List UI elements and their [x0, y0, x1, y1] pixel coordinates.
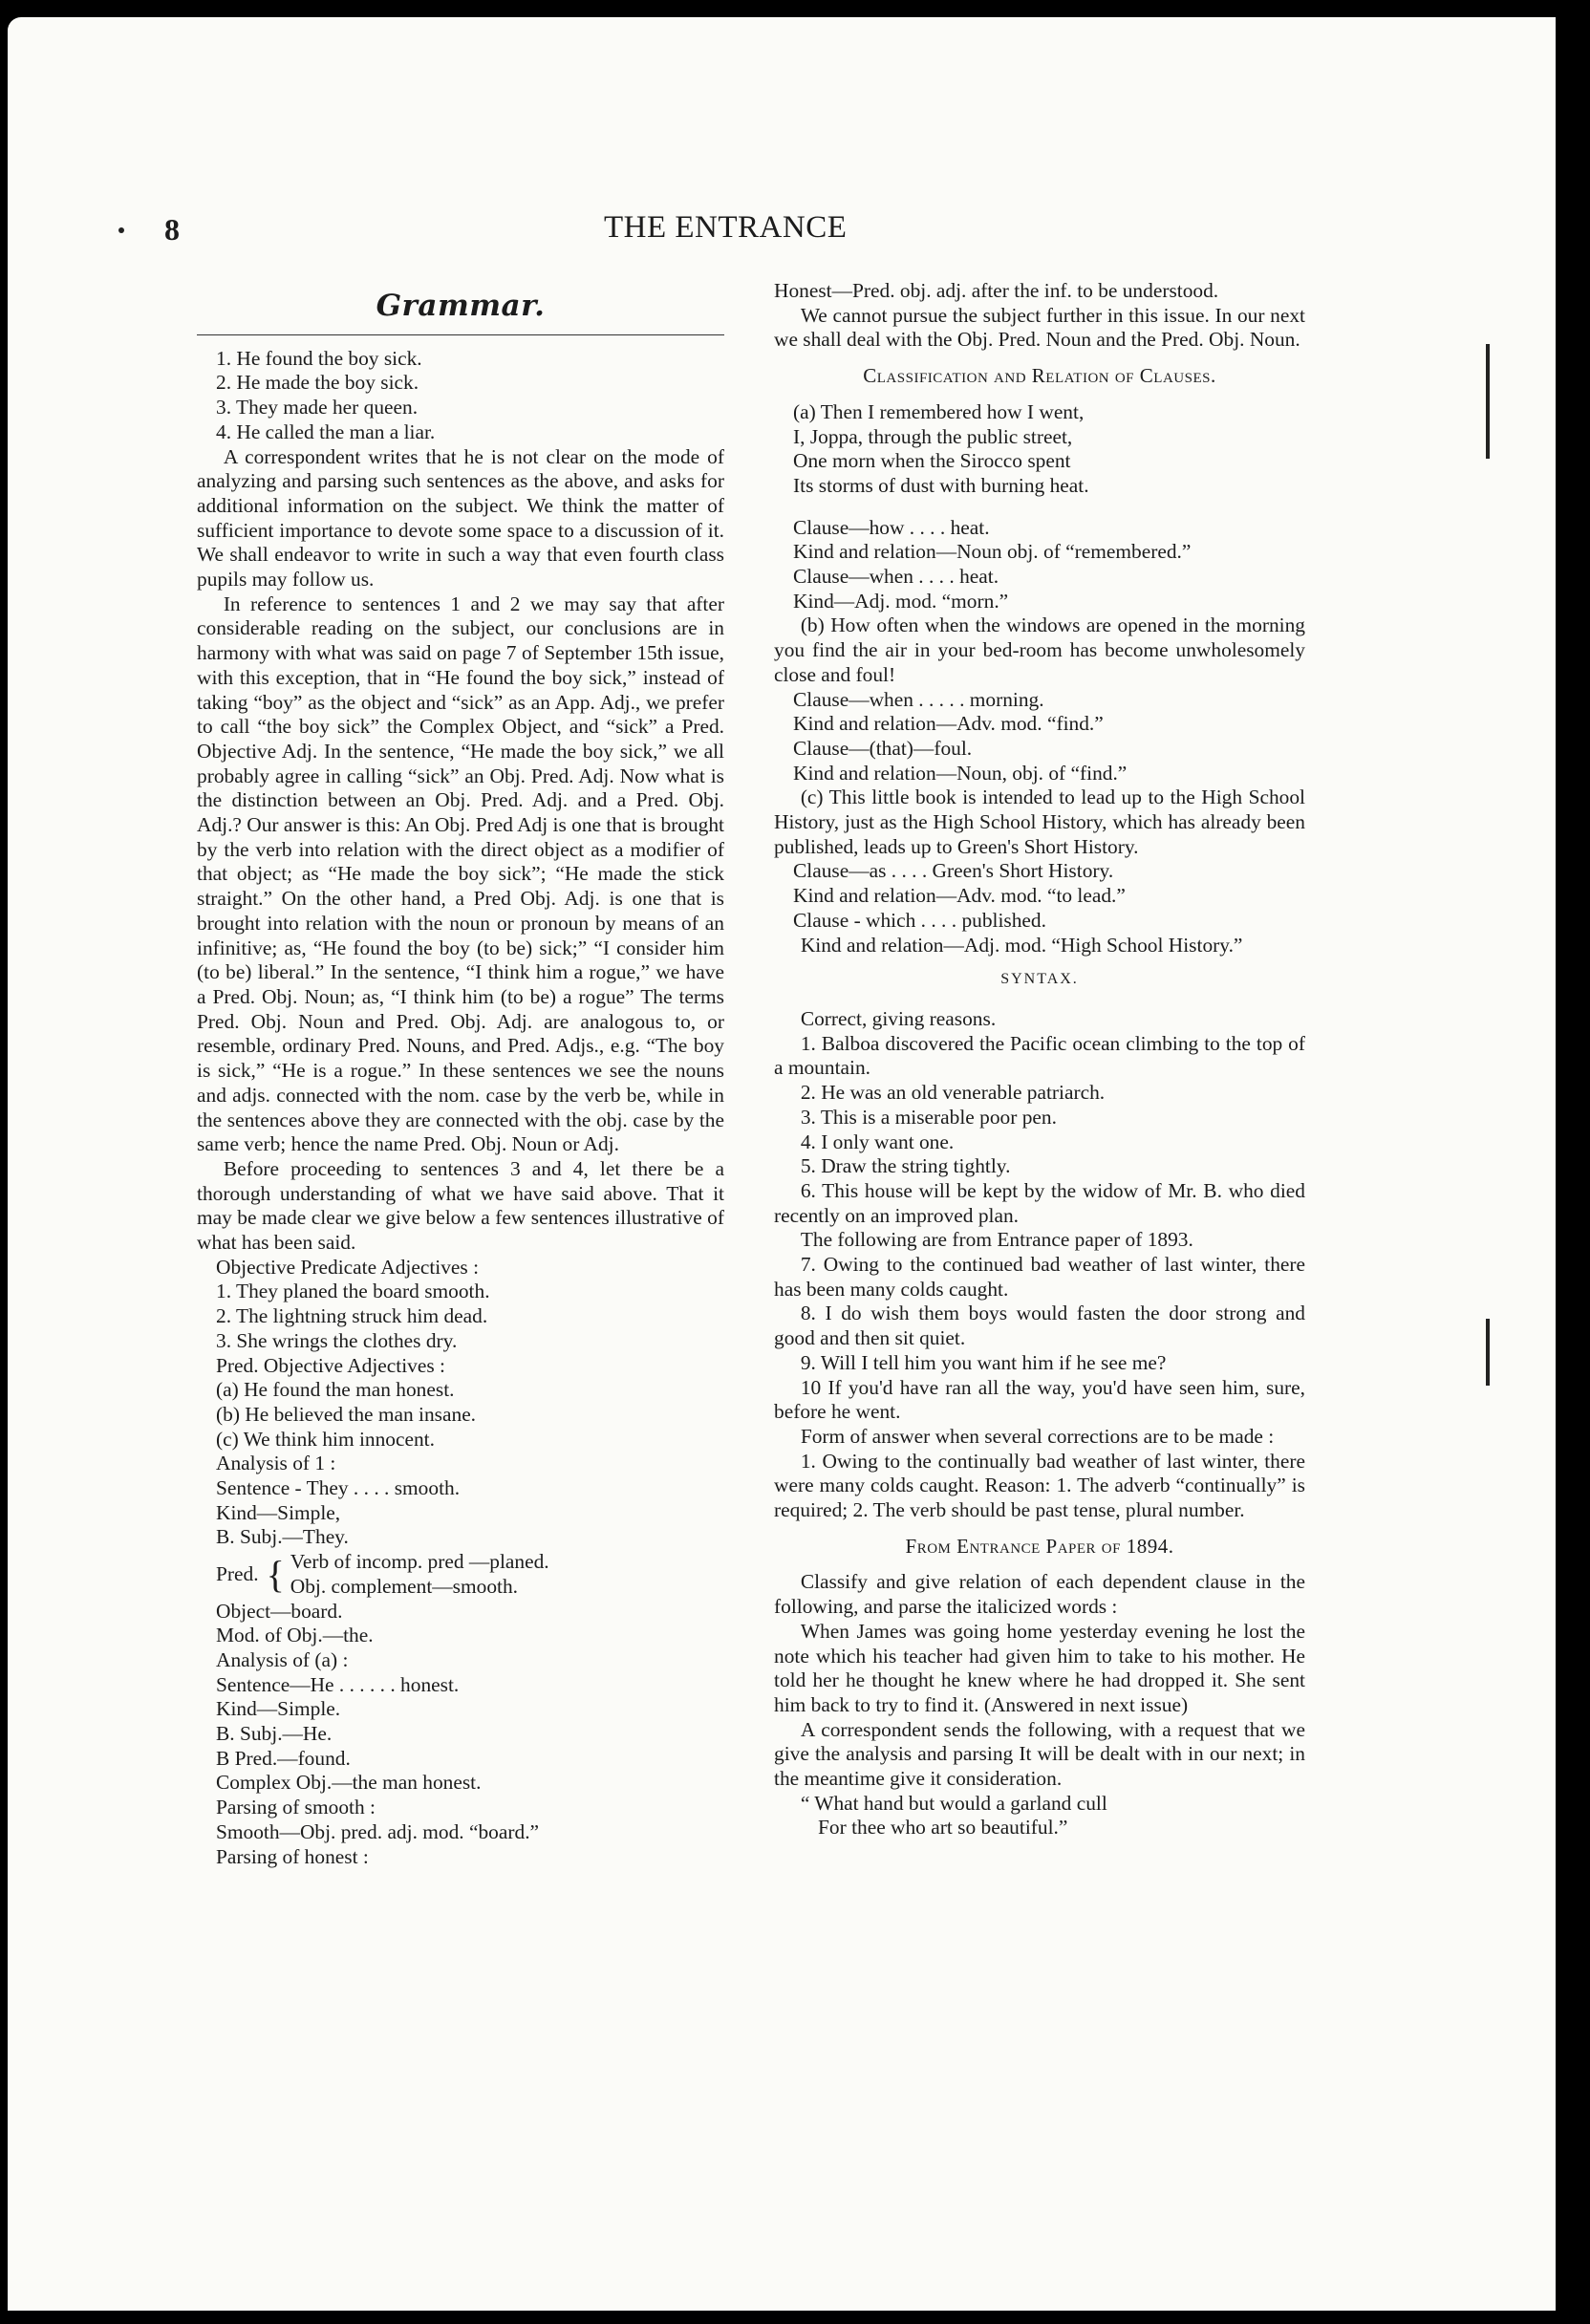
analysis-line: Complex Obj.—the man honest.	[216, 1771, 482, 1795]
edge-mark	[1486, 1319, 1490, 1386]
paragraph: Before proceeding to sentences 3 and 4, let there be a thorough understanding of what we have said above. That it may be made clear we give below a few sentences illustrative of what has been said.	[197, 1156, 724, 1255]
list-item: (b) He believed the man insane.	[216, 1402, 477, 1426]
example-line: 4. He called the man a liar.	[216, 420, 436, 443]
example-line: 3. They made her queen.	[216, 396, 419, 420]
subsection-heading: From Entrance Paper of 1894.	[905, 1534, 1174, 1558]
list-item: 1. They planed the board smooth.	[216, 1280, 490, 1303]
analysis-line: Kind—Simple,	[216, 1500, 341, 1524]
example-line: 2. He made the boy sick.	[216, 371, 419, 395]
syntax-item: 1. Balboa discovered the Pacific ocean climbing to the top of a mountain.	[774, 1031, 1305, 1080]
paragraph: (b) How often when the windows are opened in the morning you find the air in your bed-room has become unwholesomely close and foul!	[774, 613, 1305, 686]
syntax-item: 3. This is a miserable poor pen.	[800, 1105, 1057, 1129]
clause-line: Kind and relation—Noun, obj. of “find.”	[793, 761, 1128, 785]
clause-line: Clause—(that)—foul.	[793, 736, 973, 760]
list-item: (c) We think him innocent.	[216, 1427, 435, 1451]
syntax-item: 6. This house will be kept by the widow of Mr. B. who died recently on an improved plan.	[774, 1178, 1305, 1227]
syntax-item: 7. Owing to the continued bad weather of last winter, there has been many colds caught.	[774, 1253, 1305, 1301]
brace-mark: {	[266, 1552, 285, 1596]
analysis-line: B Pred.—found.	[216, 1746, 351, 1770]
paragraph: Correct, giving reasons.	[800, 1006, 997, 1030]
quote-line: For thee who art so beautiful.”	[818, 1816, 1068, 1840]
title-rule	[197, 334, 724, 335]
clause-line: Kind and relation—Noun obj. of “remembered.”	[793, 540, 1192, 564]
pred-line: Verb of incomp. pred —planed.	[290, 1550, 549, 1574]
analysis-line: B. Subj.—They.	[216, 1525, 349, 1549]
margin-dot	[118, 227, 124, 233]
clause-line: Kind and relation—Adv. mod. “find.”	[793, 712, 1104, 736]
pred-line: Obj. complement—smooth.	[290, 1574, 519, 1598]
section-title: Grammar.	[376, 289, 546, 323]
analysis-line: Parsing of honest :	[216, 1844, 369, 1868]
syntax-item: The following are from Entrance paper of 1893.	[800, 1228, 1193, 1252]
paragraph: Honest—Pred. obj. adj. after the inf. to be understood.	[774, 279, 1219, 302]
clause-line: Kind and relation—Adj. mod. “High School History.”	[800, 933, 1243, 957]
list-heading: Pred. Objective Adjectives :	[216, 1353, 445, 1377]
paragraph: We cannot pursue the subject further in this issue. In our next we shall deal with the Obj. Pred. Noun and the Pred. Obj. Noun.	[774, 303, 1305, 352]
analysis-line: Sentence - They . . . . smooth.	[216, 1476, 461, 1500]
poem-line: I, Joppa, through the public street,	[793, 424, 1073, 448]
list-item: 2. The lightning struck him dead.	[216, 1304, 488, 1328]
predicate-group	[197, 1550, 724, 1599]
syntax-item: 5. Draw the string tightly.	[800, 1154, 1011, 1178]
syntax-item: 2. He was an old venerable patriarch.	[800, 1081, 1106, 1105]
clause-line: Clause - which . . . . published.	[793, 908, 1046, 932]
syntax-item: 4. I only want one.	[800, 1130, 955, 1153]
paragraph: A correspondent writes that he is not clear on the mode of analyzing and parsing such sentences as the above, and asks for additional information on the subject. We think the matter of sufficient importance to devote some space to a discussion of it. We shall endeavor to write in such a way that even fourth class pupils may follow us.	[197, 444, 724, 592]
poem-line: One morn when the Sirocco spent	[793, 449, 1071, 473]
clause-line: Kind—Adj. mod. “morn.”	[793, 589, 1009, 613]
analysis-line: Analysis of (a) :	[216, 1647, 349, 1671]
syntax-item: 10 If you'd have ran all the way, you'd have seen him, sure, before he went.	[774, 1375, 1305, 1424]
paragraph: In reference to sentences 1 and 2 we may say that after considerable reading on the subject, our conclusions are in harmony with what was said on page 7 of September 15th issue, with this exception, that in “He found the boy sick,” instead of taking “boy” as the object and “sick” as an App. Adj., we prefer to call “the boy sick” the Complex Object, and “sick” a Pred. Objective Adj. In the sentence, “He made the boy sick,” we all probably agree in calling “sick” an Obj. Pred. Adj. Now what is the distinction between an Obj. Pred. Adj. and a Pred. Obj. Adj.? Our answer is this: An Obj. Pred Adj is one that is brought by the verb into relation with the direct object as a modifier of that object; as “He made the boy sick”; “He made the stick straight.” On the other hand, a Pred Obj. Adj. is one that is brought into relation with the noun or pronoun by means of an infinitive; as, “He found the boy (to be) sick;” “I consider him (to be) liberal.” In the sentence, “I think him a rogue,” we have a Pred. Obj. Noun; as, “I think him (to be) a rogue” The terms Pred. Obj. Noun and Pred. Obj. Adj. are analogous to, or resemble, ordinary Pred. Nouns, and Pred. Adjs., e.g. “The boy is sick,” “He is a rogue.” In these sentences we see the nouns and adjs. connected with the nom. case by the verb be, while in the sentences above they are connected with the obj. case by the same verb; hence the name Pred. Obj. Noun or Adj.	[197, 592, 724, 1156]
analysis-line: Smooth—Obj. pred. adj. mod. “board.”	[216, 1819, 540, 1843]
analysis-line: Parsing of smooth :	[216, 1796, 376, 1819]
paragraph: When James was going home yesterday evening he lost the note which his teacher had given him to take to his mother. He told her he thought he knew where he had dropped it. She sent him back to try to find it. (Answered in next issue)	[774, 1619, 1305, 1716]
clause-line: Clause—when . . . . . morning.	[793, 687, 1044, 711]
syntax-item: 9. Will I tell him you want him if he see me?	[800, 1350, 1167, 1374]
quote-line: “ What hand but would a garland cull	[800, 1791, 1107, 1815]
paragraph: Classify and give relation of each dependent clause in the following, and parse the italicized words :	[774, 1570, 1305, 1619]
syntax-item: 1. Owing to the continually bad weather of last winter, there were many colds caught. Reason: 1. The adverb “continually” is required; 2. The verb should be past tense, plural number.	[774, 1449, 1305, 1522]
syntax-item: Form of answer when several corrections are to be made :	[800, 1424, 1275, 1448]
running-title: THE ENTRANCE	[604, 210, 848, 245]
analysis-line: Sentence—He . . . . . . honest.	[216, 1672, 460, 1696]
left-column	[197, 289, 724, 1869]
clause-line: Clause—as . . . . Green's Short History.	[793, 859, 1114, 883]
analysis-line: Analysis of 1 :	[216, 1452, 336, 1475]
example-line: 1. He found the boy sick.	[216, 346, 422, 370]
clause-line: Clause—how . . . . heat.	[793, 515, 990, 539]
syntax-heading: SYNTAX.	[1000, 971, 1079, 988]
list-item: 3. She wrings the clothes dry.	[216, 1328, 458, 1352]
analysis-line: Mod. of Obj.—the.	[216, 1624, 374, 1647]
list-heading: Objective Predicate Adjectives :	[216, 1255, 480, 1279]
right-column	[774, 279, 1305, 1840]
poem-line: Its storms of dust with burning heat.	[793, 473, 1089, 497]
clause-line: Clause—when . . . . heat.	[793, 565, 999, 589]
poem-line: (a) Then I remembered how I went,	[793, 399, 1085, 423]
page-number: 8	[164, 212, 180, 247]
pred-label: Pred.	[216, 1562, 259, 1585]
edge-mark	[1486, 344, 1490, 459]
clause-line: Kind and relation—Adv. mod. “to lead.”	[793, 884, 1126, 908]
syntax-item: 8. I do wish them boys would fasten the door strong and good and then sit quiet.	[774, 1302, 1305, 1350]
subsection-heading: Classification and Relation of Clauses.	[863, 364, 1216, 388]
analysis-line: B. Subj.—He.	[216, 1722, 333, 1746]
analysis-line: Kind—Simple.	[216, 1697, 341, 1721]
paragraph: (c) This little book is intended to lead up to the High School History, just as the High School History, which has already been published, leads up to Green's Short History.	[774, 785, 1305, 858]
analysis-line: Object—board.	[216, 1599, 343, 1623]
list-item: (a) He found the man honest.	[216, 1378, 455, 1402]
paragraph: A correspondent sends the following, with a request that we give the analysis and parsing It will be dealt with in our next; in the meantime give it consideration.	[774, 1717, 1305, 1791]
